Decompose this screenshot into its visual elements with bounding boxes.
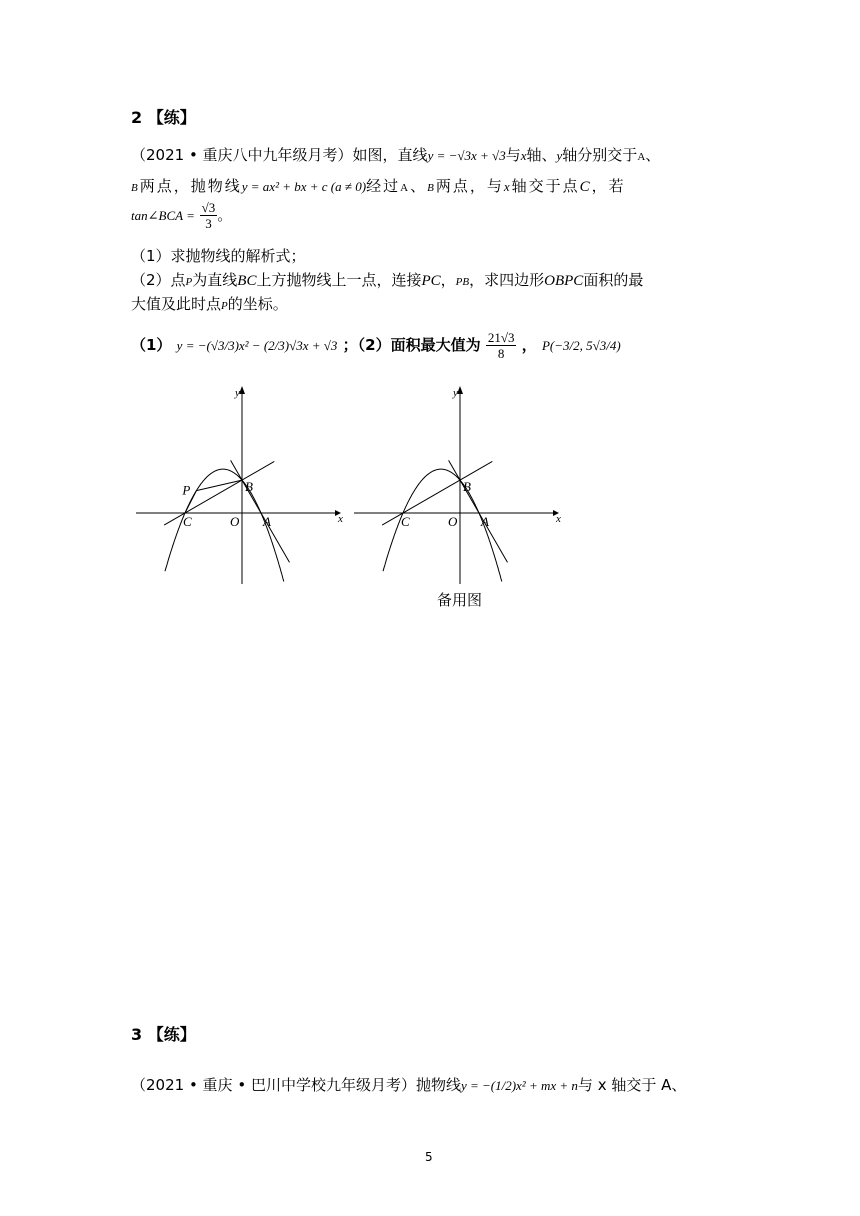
label-x: x — [338, 513, 343, 525]
label-p: P — [182, 482, 191, 498]
line-ab — [449, 460, 508, 562]
label-y: y — [235, 387, 240, 399]
line-ab — [231, 460, 290, 562]
q2-part2-line1: （2）点P为直线BC上方抛物线上一点，连接PC，PB，求四边形OBPC面积的最 — [131, 271, 644, 289]
label-a: A — [263, 514, 271, 529]
q2-figures — [130, 380, 590, 590]
q2-source: （2021 • 重庆八中九年级月考）如图，直线 — [131, 146, 428, 164]
q2-answer: （1） y = −(√3/3)x² − (2/3)√3x + √3 ；（2）面积最大值为 $\frac{21√3}{8}$ ， P(−3/2, 5√3/4) — [131, 330, 621, 361]
label-a: A — [481, 514, 489, 529]
answer-point: P(−3/2, 5√3/4) — [541, 338, 621, 353]
q2-heading: 2 【练】 — [131, 108, 196, 127]
label-o: O — [230, 514, 240, 529]
q2-part2-line2: 大值及此时点P的坐标。 — [131, 295, 288, 313]
figure-main — [136, 386, 343, 584]
q3-equation: y = −(1/2)x² + mx + n — [460, 1078, 578, 1093]
figure-backup — [354, 386, 561, 584]
answer-parabola: y = −(√3/3)x² − (2/3)√3x + √3 — [176, 338, 338, 353]
label-o: O — [448, 514, 458, 529]
q3-stem: （2021 • 重庆 • 巴川中学校九年级月考）抛物线y = −(1/2)x² + mx + n与 x 轴交于 A、 — [131, 1076, 687, 1094]
label-c: C — [401, 514, 410, 529]
q2-stem-line1: （2021 • 重庆八中九年级月考）如图，直线y = −√3x + √3与x轴、y轴分别交于A、 — [131, 146, 661, 164]
y-axis-arrow — [239, 386, 245, 394]
line-bc — [164, 461, 274, 525]
q2-tan-condition: tan∠BCA = $\frac{√3}{3}$ 。 — [131, 200, 233, 231]
line-bc — [382, 461, 492, 525]
line-equation: y = −√3x + √3 — [427, 148, 506, 163]
backup-caption: 备用图 — [437, 591, 483, 609]
q2-stem-line2: B两点，抛物线y = ax² + bx + c (a ≠ 0)经过A、B两点，与x轴交于点C，若 — [131, 177, 626, 195]
label-b: B — [245, 479, 253, 495]
label-b: B — [463, 479, 471, 495]
y-axis-arrow — [457, 386, 463, 394]
q3-heading: 3 【练】 — [131, 1025, 196, 1044]
parabola-equation: y = ax² + bx + c (a ≠ 0) — [241, 179, 367, 194]
label-c: C — [183, 514, 192, 529]
label-x: x — [556, 513, 561, 525]
q2-part1: （1）求抛物线的解析式； — [131, 247, 306, 265]
page-number: 5 — [425, 1150, 433, 1164]
label-y: y — [453, 387, 458, 399]
